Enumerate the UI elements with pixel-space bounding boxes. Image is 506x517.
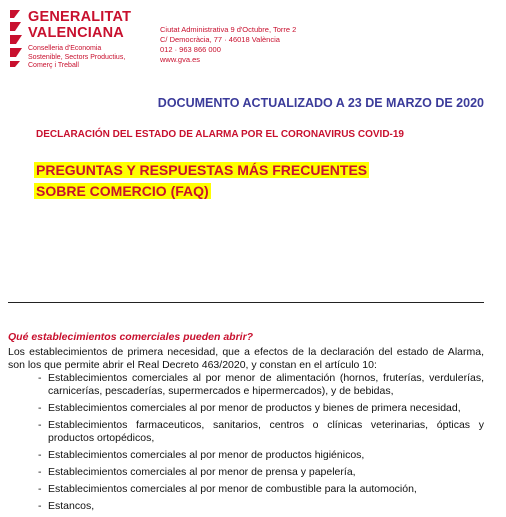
list-marker: - bbox=[38, 402, 42, 414]
department-line-1: Conselleria d'Economia bbox=[28, 45, 102, 52]
list-marker: - bbox=[38, 449, 42, 461]
list-item-text: Establecimientos comerciales al por menor de productos higiénicos, bbox=[48, 449, 365, 461]
department-line-3: Comerç i Treball bbox=[28, 62, 79, 69]
faq-title bbox=[34, 160, 369, 202]
list-marker: - bbox=[38, 483, 42, 495]
list-marker: - bbox=[38, 419, 42, 431]
list-item-text: Estancos, bbox=[48, 500, 95, 512]
logo-title bbox=[28, 9, 131, 41]
department-name bbox=[28, 45, 125, 71]
list-item-text: Establecimientos comerciales al por menor de productos y bienes de primera necesidad, bbox=[48, 402, 461, 414]
address-line-2: C/ Democràcia, 77 · 46018 València bbox=[160, 35, 280, 44]
intro-paragraph: Los establecimientos de primera necesidad, que a efectos de la declaración del estado de Alarma, son los que permite abrir el Real Decreto 463/2020, y constan en el artículo 10: bbox=[8, 346, 484, 371]
list-item bbox=[38, 466, 484, 479]
document-updated-date: DOCUMENTO ACTUALIZADO A 23 DE MARZO DE 2020 bbox=[157, 96, 484, 110]
list-item-text: Establecimientos comerciales al por menor de alimentación (hornos, fruterías, verdulerías, carnicerías, pescaderías, supermercados e hipermercados), y de bebidas, bbox=[48, 372, 484, 397]
department-line-2: Sostenible, Sectors Productius, bbox=[28, 53, 126, 61]
list-item-text: Establecimientos comerciales al por menor de prensa y papelería, bbox=[48, 466, 356, 478]
address-line-1: Ciutat Administrativa 9 d'Octubre, Torre 2 bbox=[160, 25, 297, 34]
list-item bbox=[38, 402, 484, 415]
list-marker: - bbox=[38, 500, 42, 512]
declaration-title: DECLARACIÓN DEL ESTADO DE ALARMA POR EL CORONAVIRUS COVID-19 bbox=[36, 129, 404, 140]
establishments-list bbox=[38, 372, 484, 517]
logo-line-1: GENERALITAT bbox=[28, 9, 132, 25]
logo-line-2: VALENCIANA bbox=[28, 25, 124, 41]
list-item bbox=[38, 419, 484, 445]
list-marker: - bbox=[38, 466, 42, 478]
generalitat-logo-icon bbox=[8, 8, 24, 68]
list-item bbox=[38, 372, 484, 398]
faq-title-line-2: SOBRE COMERCIO (FAQ) bbox=[36, 183, 209, 199]
list-item bbox=[38, 483, 484, 496]
faq-title-line-1: PREGUNTAS Y RESPUESTAS MÁS FRECUENTES bbox=[36, 162, 368, 178]
website-link[interactable]: www.gva.es bbox=[160, 55, 201, 64]
list-item-text: Establecimientos comerciales al por menor de combustible para la automoción, bbox=[48, 483, 417, 495]
address-block bbox=[160, 25, 296, 65]
section-divider bbox=[8, 302, 484, 303]
list-item bbox=[38, 449, 484, 462]
list-marker: - bbox=[38, 372, 42, 384]
question-heading: Qué establecimientos comerciales pueden abrir? bbox=[8, 331, 254, 343]
phone-line: 012 · 963 866 000 bbox=[160, 45, 221, 54]
list-item bbox=[38, 500, 484, 513]
list-item-text: Establecimientos farmaceuticos, sanitarios, centros o clínicas veterinarias, ópticas y productos ortopédicos, bbox=[48, 419, 484, 444]
